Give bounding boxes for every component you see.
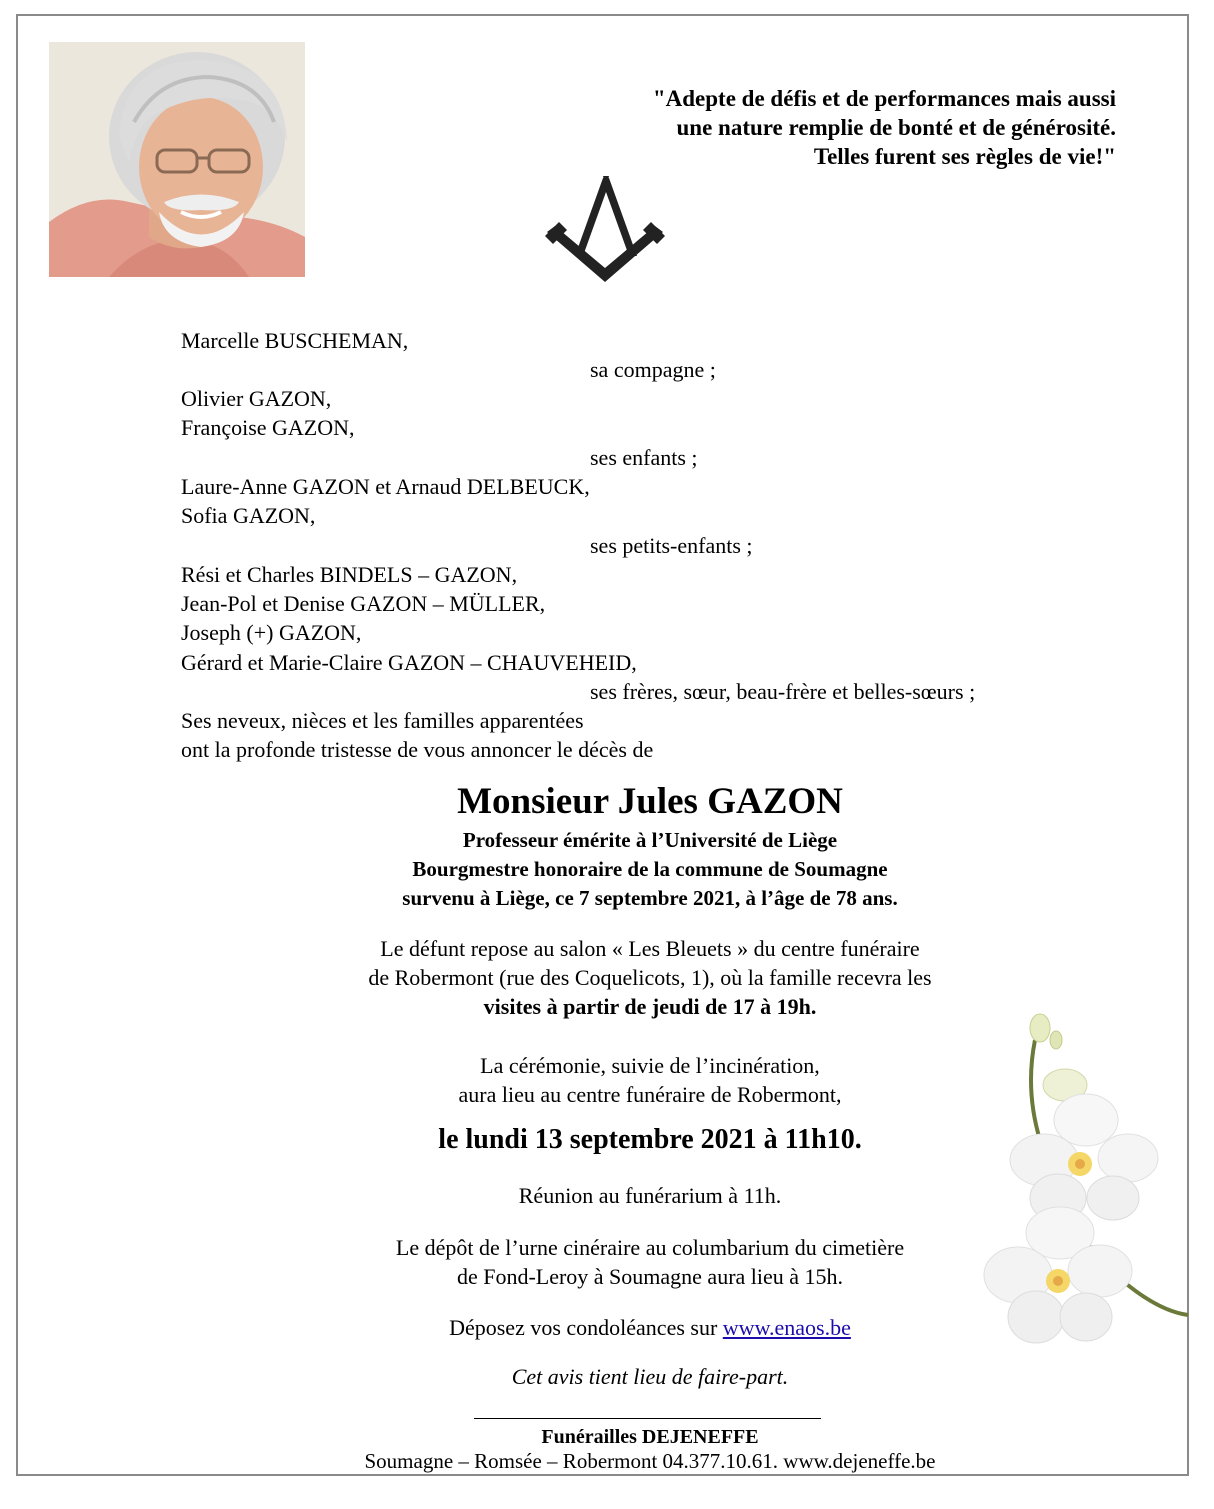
ceremony-info: La cérémonie, suivie de l’incinération, (480, 1053, 820, 1078)
family-line: Sofia GAZON, (181, 503, 316, 528)
notice-text: Cet avis tient lieu de faire-part. (511, 1364, 789, 1389)
condolences-link[interactable]: www.enaos.be (722, 1315, 851, 1340)
relation-label: sa compagne ; (590, 357, 716, 382)
deceased-title: Professeur émérite à l’Université de Liège (462, 828, 838, 852)
ceremony-info: aura lieu au centre funéraire de Robermont, (458, 1082, 842, 1107)
family-line: Joseph (+) GAZON, (181, 620, 362, 645)
family-line: Marcelle BUSCHEMAN, (181, 328, 409, 353)
visit-info: de Robermont (rue des Coquelicots, 1), où la famille recevra les (368, 965, 932, 990)
family-line: Laure-Anne GAZON et Arnaud DELBEUCK, (181, 474, 590, 499)
family-line: Gérard et Marie-Claire GAZON – CHAUVEHEID, (181, 650, 637, 675)
death-details: survenu à Liège, ce 7 septembre 2021, à l’âge de 78 ans. (402, 886, 898, 910)
relation-label: ses enfants ; (590, 445, 698, 470)
urn-info: de Fond-Leroy à Soumagne aura lieu à 15h. (456, 1264, 844, 1289)
funeral-address: Soumagne – Romsée – Robermont 04.377.10.61. www.dejeneffe.be (364, 1449, 936, 1473)
square-and-compass-icon (545, 176, 665, 284)
visit-info: Le défunt repose au salon « Les Bleuets » du centre funéraire (380, 936, 920, 961)
funeral-company: Funérailles DEJENEFFE (541, 1426, 759, 1448)
visit-hours: visites à partir de jeudi de 17 à 19h. (483, 994, 817, 1019)
deceased-title: Bourgmestre honoraire de la commune de Soumagne (412, 857, 888, 881)
family-line: Jean-Pol et Denise GAZON – MÜLLER, (181, 591, 546, 616)
family-line: Françoise GAZON, (181, 415, 355, 440)
condolences-text: Déposez vos condoléances sur (449, 1315, 723, 1340)
ceremony-date: le lundi 13 septembre 2021 à 11h10. (438, 1124, 862, 1155)
footer-divider (474, 1418, 821, 1419)
memorial-quote (653, 84, 1116, 171)
family-line: ont la profonde tristesse de vous annoncer le décès de (181, 737, 654, 762)
quote-line: "Adepte de défis et de performances mais aussi (652, 86, 1116, 111)
meeting-info: Réunion au funérarium à 11h. (518, 1183, 782, 1208)
family-line: Rési et Charles BINDELS – GAZON, (181, 562, 518, 587)
family-line: Ses neveux, nièces et les familles apparentées (181, 708, 584, 733)
family-line: Olivier GAZON, (181, 386, 332, 411)
relation-label: ses petits-enfants ; (590, 533, 753, 558)
white-orchid (930, 1000, 1192, 1370)
deceased-name: Monsieur Jules GAZON (457, 781, 843, 822)
relation-label: ses frères, sœur, beau-frère et belles-sœurs ; (590, 679, 976, 704)
quote-line: une nature remplie de bonté et de générosité. (676, 115, 1116, 140)
quote-line: Telles furent ses règles de vie!" (813, 144, 1116, 169)
portrait-photo (49, 42, 305, 277)
urn-info: Le dépôt de l’urne cinéraire au columbarium du cimetière (395, 1235, 905, 1260)
